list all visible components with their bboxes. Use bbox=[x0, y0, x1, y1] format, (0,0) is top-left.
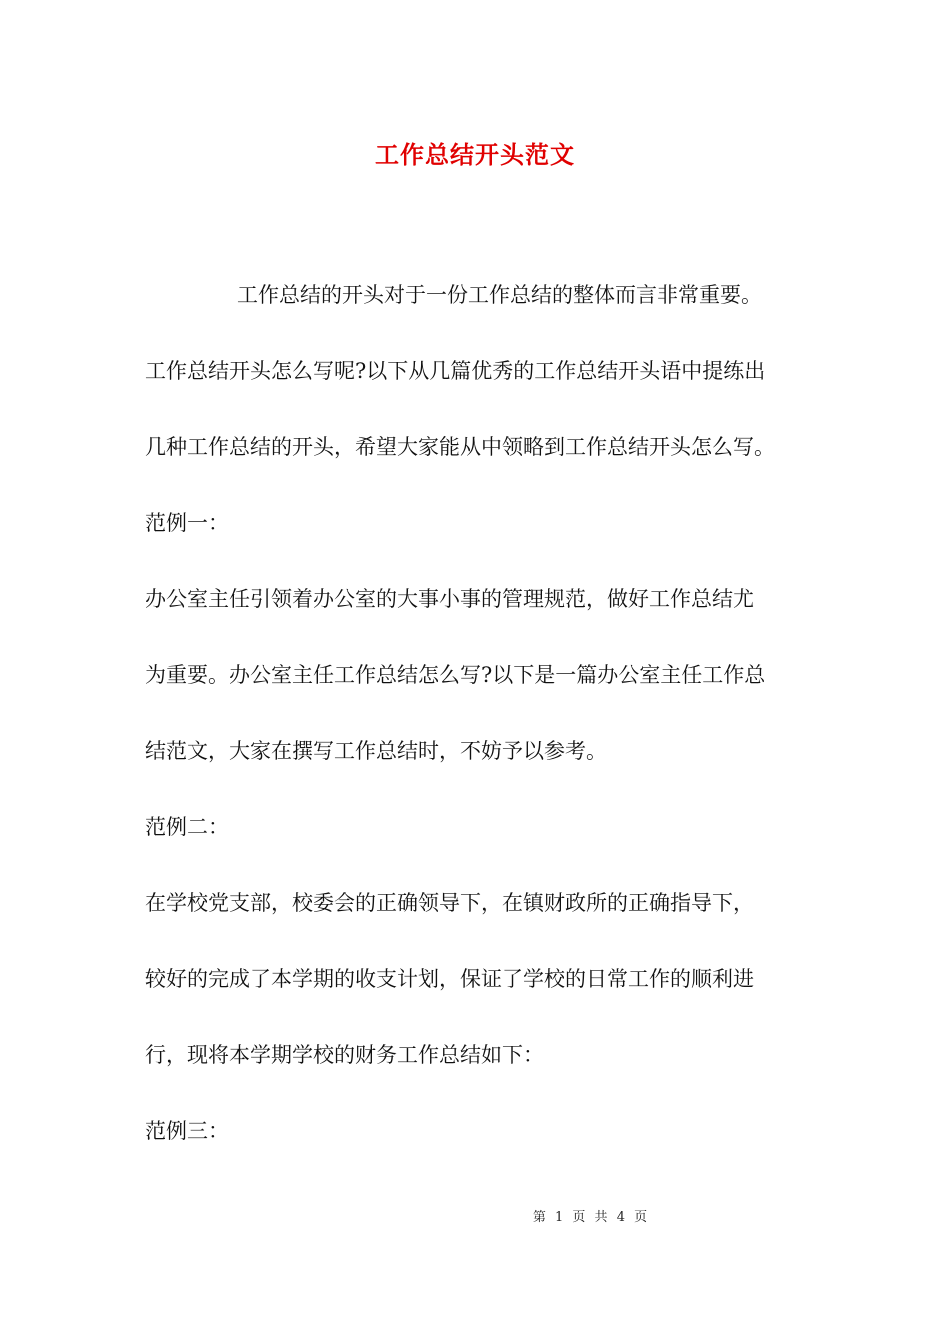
document-body bbox=[145, 275, 825, 1187]
paragraph-line: 工作总结的开头对于一份工作总结的整体而言非常重要。 bbox=[237, 283, 762, 307]
paragraph-line: 为重要。办公室主任工作总结怎么写?以下是一篇办公室主任工作总 bbox=[145, 663, 766, 687]
paragraph-line: 结范文，大家在撰写工作总结时，不妨予以参考。 bbox=[145, 739, 607, 763]
paragraph-line: 几种工作总结的开头，希望大家能从中领略到工作总结开头怎么写。 bbox=[145, 435, 775, 459]
paragraph-line: 较好的完成了本学期的收支计划，保证了学校的日常工作的顺利进 bbox=[145, 967, 754, 991]
paragraph-line: 办公室主任引领着办公室的大事小事的管理规范，做好工作总结尤 bbox=[145, 587, 754, 611]
paragraph-line: 工作总结开头怎么写呢?以下从几篇优秀的工作总结开头语中提练出 bbox=[145, 359, 766, 383]
document-title: 工作总结开头范文 bbox=[375, 140, 575, 169]
example-heading-2: 范例二： bbox=[145, 815, 229, 839]
example-heading-3: 范例三： bbox=[145, 1119, 229, 1143]
example-heading-1: 范例一： bbox=[145, 511, 229, 535]
page-number-footer: 第 1 页 共 4 页 bbox=[532, 1210, 648, 1225]
paragraph-line: 在学校党支部，校委会的正确领导下，在镇财政所的正确指导下， bbox=[145, 891, 754, 915]
paragraph-line: 行，现将本学期学校的财务工作总结如下： bbox=[145, 1043, 544, 1067]
